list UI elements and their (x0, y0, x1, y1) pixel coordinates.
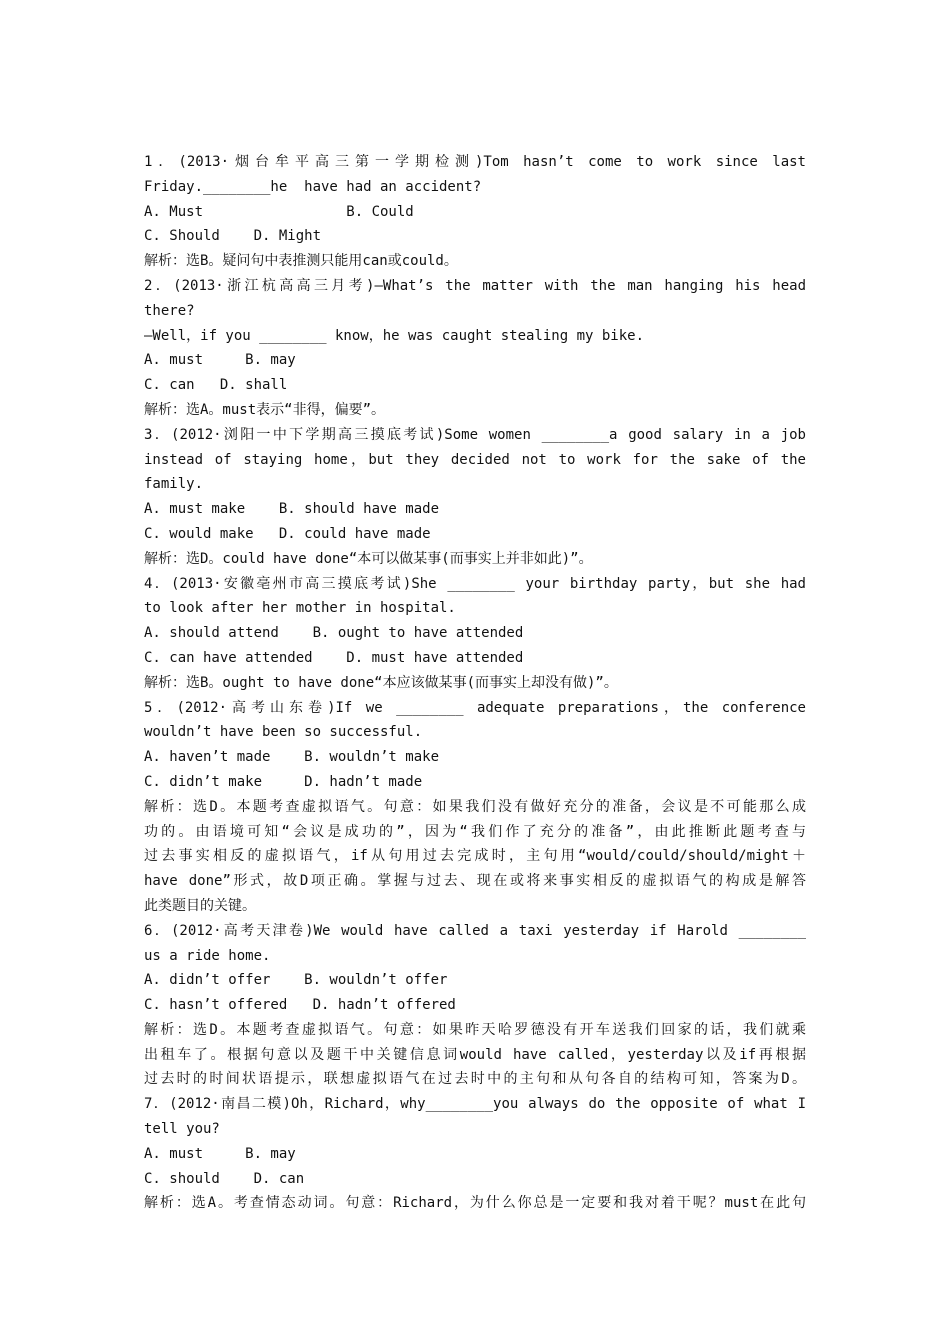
text-line: A. must B. may (144, 1145, 296, 1162)
text-line: A. didn’t offer B. wouldn’t offer (144, 972, 448, 989)
text-line: C. Should D. Might (144, 228, 322, 245)
text-line: A. Must B. Could (144, 203, 414, 220)
text-line: 2．(2013·浙江杭高高三月考)—What’s the matter with the man hanging his head (144, 277, 806, 294)
text-line: 功的。由语境可知“会议是成功的”，因为“我们作了充分的准备”，由此推断此题考查与 (144, 823, 806, 840)
text-line: 4．(2013·安徽亳州市高三摸底考试)She ________ your birthday party，but she had (144, 575, 806, 592)
text-line: there? (144, 302, 195, 319)
text-line: 1．(2013·烟台牟平高三第一学期检测)Tom hasn’t come to work since last (144, 154, 806, 170)
text-line: 此类题目的关键。 (144, 897, 256, 914)
text-line: C. didn’t make D. hadn’t made (144, 773, 423, 790)
text-line: 解析：选D。本题考查虚拟语气。句意：如果我们没有做好充分的准备，会议是不可能那么成 (144, 798, 806, 815)
text-line: family. (144, 476, 204, 493)
text-line: 3．(2012·浏阳一中下学期高三摸底考试)Some women ________a good salary in a job (144, 426, 806, 443)
text-line: 过去事实相反的虚拟语气，if从句用过去完成时，主句用“would/could/should/might＋ (144, 848, 806, 865)
text-line: 出租车了。根据句意以及题干中关键信息词would have called，yesterday以及if再根据 (144, 1046, 806, 1063)
text-line: 解析：选A。考查情态动词。句意：Richard，为什么你总是一定要和我对着干呢？must在此句 (144, 1195, 806, 1212)
text-line: A. must make B. should have made (144, 501, 440, 518)
text-line: tell you? (144, 1121, 220, 1138)
text-line: us a ride home. (144, 947, 271, 964)
text-line: 6．(2012·高考天津卷)We would have called a taxi yesterday if Harold ________ (144, 922, 806, 939)
text-line: C. should D. can (144, 1170, 305, 1187)
text-line: have done”形式，故D项正确。掌握与过去、现在或将来事实相反的虚拟语气的构成是解答 (144, 873, 806, 890)
text-line: wouldn’t have been so successful. (144, 724, 423, 741)
text-line: instead of staying home，but they decided not to work for the sake of the (144, 451, 806, 468)
text-line: A. must B. may (144, 352, 296, 369)
text-line: Friday.________he have had an accident? (144, 178, 482, 195)
text-line: A. haven’t made B. wouldn’t make (144, 749, 440, 766)
text-line: —Well，if you ________ know，he was caught stealing my bike. (144, 327, 645, 344)
text-line: 解析：选D。could have done“本可以做某事(而事实上并非如此)”。 (144, 550, 593, 567)
text-line: 过去时的时间状语提示，联想虚拟语气在过去时中的主句和从句各自的结构可知，答案为D。 (144, 1071, 806, 1088)
text-line: A. should attend B. ought to have attended (144, 625, 524, 642)
text-line: 解析：选B。ought to have done“本应该做某事(而事实上却没有做)”。 (144, 674, 618, 691)
text-line: to look after her mother in hospital. (144, 600, 456, 617)
document-page (144, 150, 806, 1216)
text-line: C. can D. shall (144, 377, 288, 394)
text-line: C. would make D. could have made (144, 525, 431, 542)
text-line: 解析：选D。本题考查虚拟语气。句意：如果昨天哈罗德没有开车送我们回家的话，我们就乘 (144, 1021, 806, 1038)
text-line: 解析：选B。疑问句中表推测只能用can或could。 (144, 253, 458, 270)
text-line: 7．(2012·南昌二模)Oh，Richard，why________you always do the opposite of what I (144, 1096, 806, 1113)
text-line: C. can have attended D. must have attended (144, 649, 524, 666)
text-line: C. hasn’t offered D. hadn’t offered (144, 997, 456, 1014)
text-line: 解析：选A。must表示“非得，偏要”。 (144, 401, 386, 418)
text-line: 5．(2012·高考山东卷)If we ________ adequate preparations，the conference (144, 699, 806, 716)
